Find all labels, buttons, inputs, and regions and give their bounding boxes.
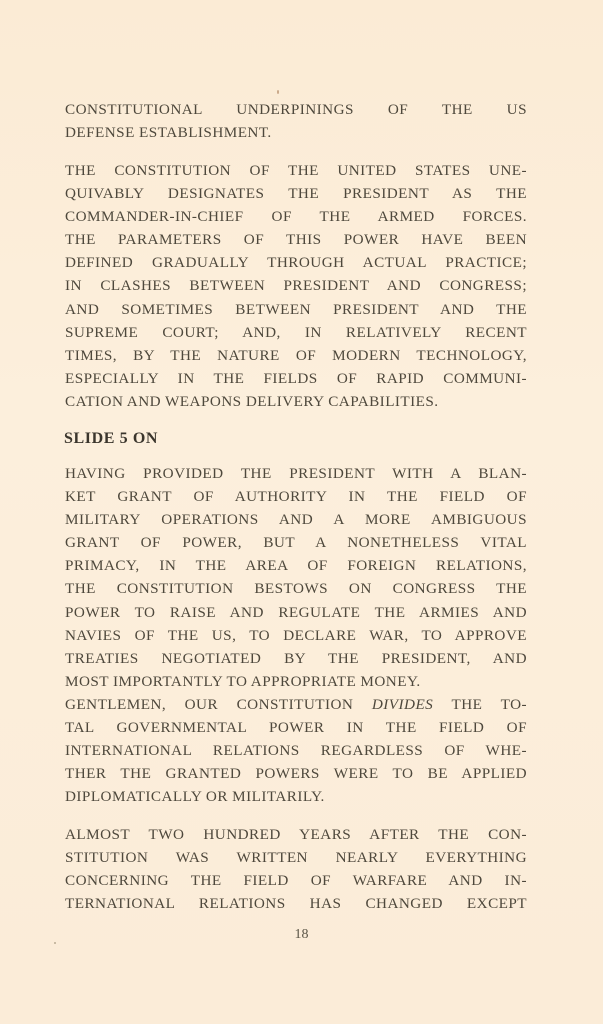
text-line: POWER TO RAISE AND REGULATE THE ARMIES AND — [65, 603, 527, 621]
text-line: CATION AND WEAPONS DELIVERY CAPABILITIES. — [65, 392, 439, 410]
text-line: THE CONSTITUTION BESTOWS ON CONGRESS THE — [65, 580, 527, 598]
emphasis-divides: DIVIDES — [371, 695, 434, 713]
text-run: GENTLEMEN, OUR CONSTITUTION — [65, 695, 372, 713]
text-line: CONCERNING THE FIELD OF WARFARE AND IN- — [65, 872, 527, 890]
text-line: ESPECIALLY IN THE FIELDS OF RAPID COMMUNI- — [65, 369, 527, 387]
text-line: TIMES, BY THE NATURE OF MODERN TECHNOLOGY, — [65, 346, 527, 364]
text-line: TREATIES NEGOTIATED BY THE PRESIDENT, AND — [65, 649, 527, 667]
text-line: TAL GOVERNMENTAL POWER IN THE FIELD OF — [65, 719, 527, 737]
text-line: SUPREME COURT; AND, IN RELATIVELY RECENT — [65, 323, 527, 341]
text-line: THER THE GRANTED POWERS WERE TO BE APPLIED — [65, 765, 527, 783]
text-line: NAVIES OF THE US, TO DECLARE WAR, TO APPROVE — [65, 626, 527, 644]
text-line: QUIVABLY DESIGNATES THE PRESIDENT AS THE — [65, 185, 527, 203]
slide-cue-heading: SLIDE 5 ON — [64, 430, 159, 447]
text-line: INTERNATIONAL RELATIONS REGARDLESS OF WHE- — [65, 742, 527, 760]
text-line: THE PARAMETERS OF THIS POWER HAVE BEEN — [65, 231, 527, 249]
text-line: ALMOST TWO HUNDRED YEARS AFTER THE CON- — [65, 826, 527, 843]
text-line: KET GRANT OF AUTHORITY IN THE FIELD OF — [65, 488, 527, 506]
paragraph-constitution-designates — [65, 159, 527, 413]
text-line: DIPLOMATICALLY OR MILITARILY. — [65, 788, 325, 806]
text-line: PRIMACY, IN THE AREA OF FOREIGN RELATIONS, — [65, 557, 527, 575]
text-line: AND SOMETIMES BETWEEN PRESIDENT AND THE — [65, 300, 527, 318]
paragraph-intro — [65, 98, 527, 144]
page-number: 18 — [294, 927, 309, 942]
text-line: DEFINED GRADUALLY THROUGH ACTUAL PRACTICE; — [65, 254, 527, 272]
text-line-gentlemen — [65, 693, 527, 716]
text-line: STITUTION WAS WRITTEN NEARLY EVERYTHING — [65, 849, 527, 867]
text-line: DEFENSE ESTABLISHMENT. — [65, 124, 272, 142]
paper-speck — [277, 90, 279, 94]
text-line: MILITARY OPERATIONS AND A MORE AMBIGUOUS — [65, 511, 527, 529]
paper-speck — [54, 942, 56, 944]
text-line: THE CONSTITUTION OF THE UNITED STATES UNE- — [65, 162, 527, 179]
paragraph-almost-two-hundred — [65, 823, 527, 915]
text-line: COMMANDER-IN-CHIEF OF THE ARMED FORCES. — [65, 208, 527, 226]
text-line: TERNATIONAL RELATIONS HAS CHANGED EXCEPT — [65, 895, 527, 913]
text-line: MOST IMPORTANTLY TO APPROPRIATE MONEY. — [65, 672, 421, 690]
text-run: THE TO- — [433, 695, 527, 713]
paragraph-having-provided — [65, 462, 527, 808]
text-line: HAVING PROVIDED THE PRESIDENT WITH A BLAN- — [65, 465, 527, 482]
text-line: GRANT OF POWER, BUT A NONETHELESS VITAL — [65, 534, 527, 552]
text-line: CONSTITUTIONAL UNDERPININGS OF THE US — [65, 101, 527, 118]
text-line: IN CLASHES BETWEEN PRESIDENT AND CONGRESS; — [65, 277, 527, 295]
